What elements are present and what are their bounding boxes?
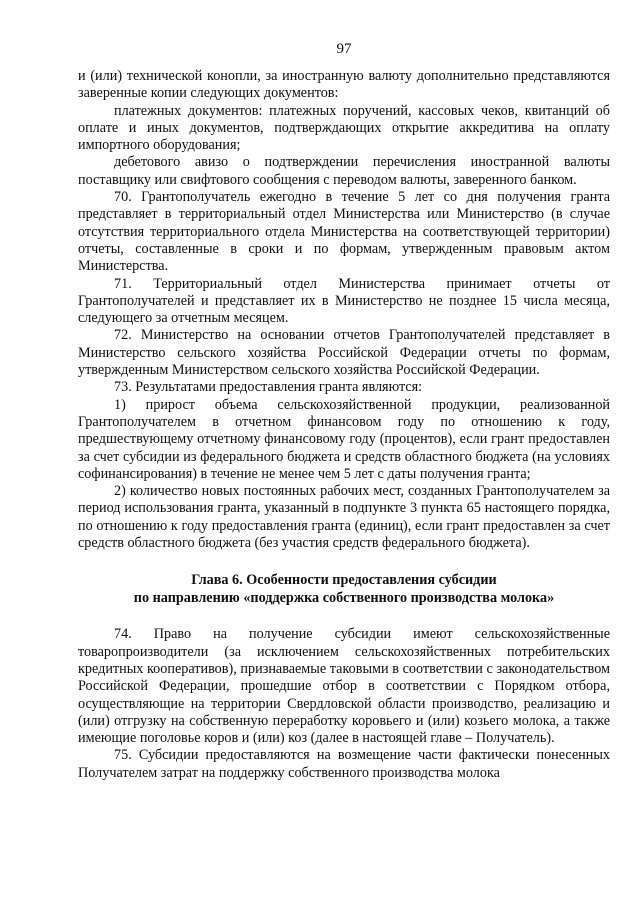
paragraph-debit-advice: дебетового авизо о подтверждении перечисления иностранной валюты поставщику или свифтового сообщения с переводом валюты, заверенного банком.	[78, 154, 610, 188]
spacer	[78, 607, 610, 626]
paragraph-continuation: и (или) технической конопли, за иностранную валюту дополнительно представляются заверенные копии следующих документов:	[78, 68, 610, 102]
paragraph-70: 70. Грантополучатель ежегодно в течение 5 лет со дня получения гранта представляет в территориальный отдел Министерства или Министерство (в случае отсутствия территориального отдела Министерства на соответствующей территории) отчеты, составленные в сроки и по формам, утвержденным правовым актом Министерства.	[78, 189, 610, 275]
paragraph-73: 73. Результатами предоставления гранта являются:	[114, 379, 423, 396]
paragraph-73-item-2: 2) количество новых постоянных рабочих мест, созданных Грантополучателем за период использования гранта, указанный в подпункте 3 пункта 65 настоящего порядка, по отношению к году предоставления гранта (единиц), если грант предоставлен за счет средств областного бюджета (без участия средств федерального бюджета).	[78, 483, 610, 552]
document-body	[78, 68, 610, 782]
page-number: 97	[336, 41, 352, 57]
paragraph-74: 74. Право на получение субсидии имеют сельскохозяйственные товаропроизводители (за исключением сельскохозяйственных потребительских кредитных кооперативов), признаваемые таковыми в соответствии с законодательством Российской Федерации, прошедшие отбор в соответствии с Порядком отбора, осуществляющие на территории Свердловской области производство, реализацию и (или) отгрузку на собственную переработку коровьего и (или) козьего молока, а также имеющие поголовье коров и (или) коз (далее в настоящей главе – Получатель).	[78, 626, 610, 747]
paragraph-payment-documents: платежных документов: платежных поручений, кассовых чеков, квитанций об оплате и иных документов, подтверждающих открытие аккредитива на оплату импортного оборудования;	[78, 102, 610, 154]
paragraph-75: 75. Субсидии предоставляются на возмещение части фактически понесенных Получателем затрат на поддержку собственного производства молока	[78, 747, 610, 781]
spacer	[78, 552, 610, 571]
chapter-heading-line-2: по направлению «поддержка собственного производства молока»	[133, 590, 555, 607]
chapter-heading-line-1: Глава 6. Особенности предоставления субсидии	[191, 572, 497, 589]
paragraph-73-item-1: 1) прирост объема сельскохозяйственной продукции, реализованной Грантополучателем в отчетном финансовом году по отношению к году, предшествующему отчетному финансовому году (процентов), если грант предоставлен за счет субсидии из федерального бюджета и средств областного бюджета (на условиях софинансирования) в течение не менее чем 5 лет с даты получения гранта;	[78, 396, 610, 482]
paragraph-72: 72. Министерство на основании отчетов Грантополучателей представляет в Министерство сельского хозяйства Российской Федерации отчеты по формам, утвержденным Министерством сельского хозяйства Российской Федерации.	[78, 327, 610, 379]
paragraph-71: 71. Территориальный отдел Министерства принимает отчеты от Грантополучателей и представляет их в Министерство не позднее 15 числа месяца, следующего за отчетным месяцем.	[78, 275, 610, 327]
